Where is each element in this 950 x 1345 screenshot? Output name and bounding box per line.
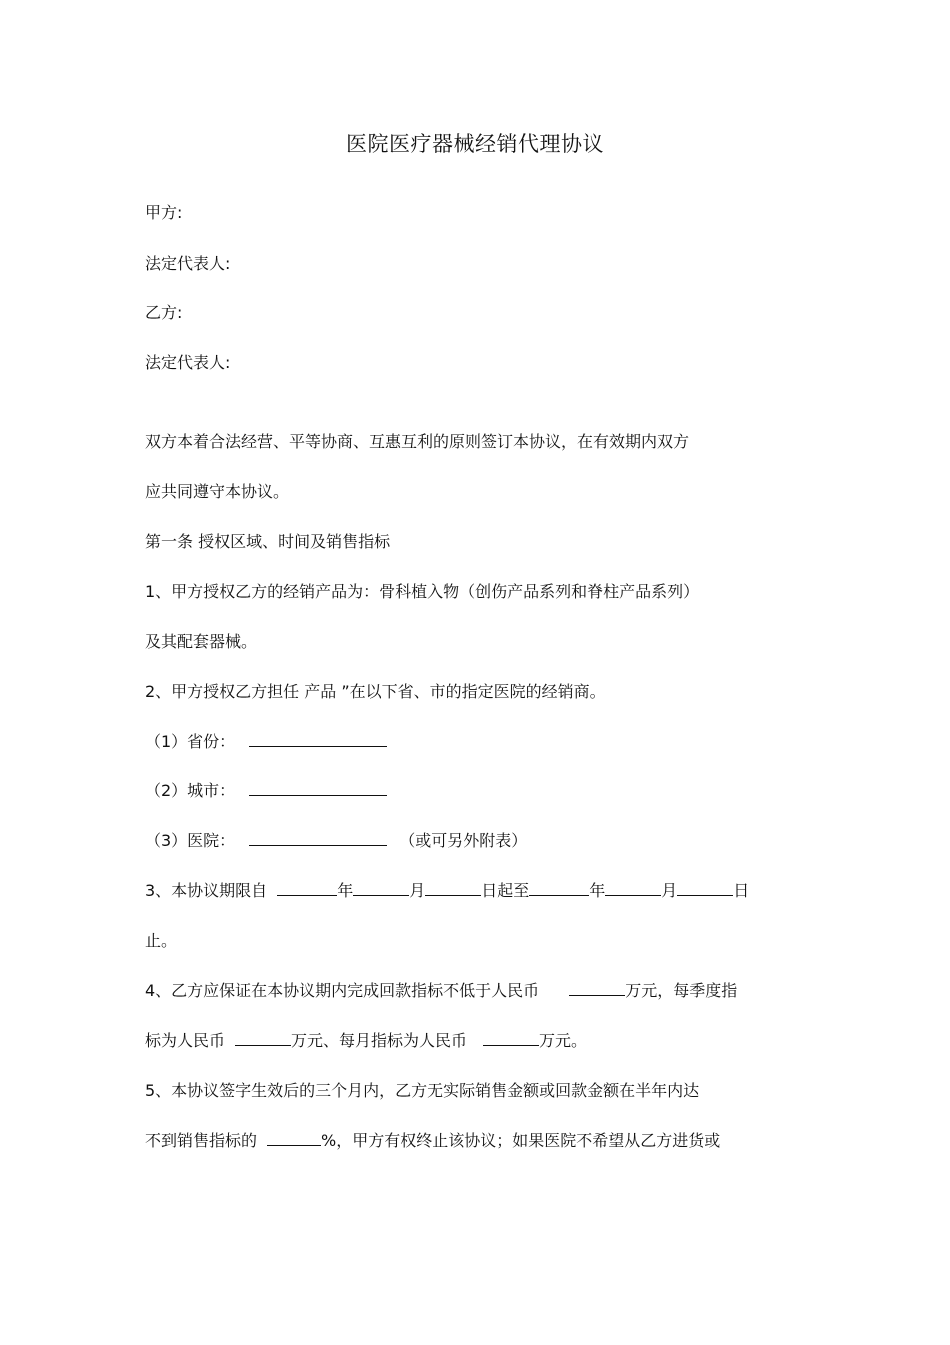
hospital-label: （3）医院： <box>145 831 236 850</box>
document-title: 医院医疗器械经销代理协议 <box>346 132 604 156</box>
party-a-label: 甲方: <box>145 203 183 222</box>
item-4-mid: 万元，每季度指 <box>625 981 738 1000</box>
item-4-line-1 <box>145 980 737 1002</box>
intro-line-1: 双方本着合法经营、平等协商、互惠互利的原则签订本协议，在有效期内双方 <box>145 432 690 451</box>
city-row <box>145 780 387 802</box>
item-4-line-2-prefix: 标为人民币 <box>145 1031 226 1050</box>
city-label: （2）城市： <box>145 781 236 800</box>
item-1-line-2: 及其配套器械。 <box>145 632 258 651</box>
start-day-label: 日起至 <box>481 881 530 900</box>
end-month-label: 月 <box>661 881 678 900</box>
start-year-blank[interactable] <box>277 880 337 896</box>
end-year-blank[interactable] <box>529 880 589 896</box>
monthly-target-blank[interactable] <box>483 1030 539 1046</box>
city-blank[interactable] <box>249 780 387 796</box>
item-5-line-2-suffix: %，甲方有权终止该协议；如果医院不希望从乙方进货或 <box>321 1131 721 1150</box>
end-day-label: 日 <box>733 881 750 900</box>
item-1-line-1: 1、甲方授权乙方的经销产品为：骨科植入物（创伤产品系列和脊柱产品系列） <box>145 582 700 601</box>
start-day-blank[interactable] <box>425 880 481 896</box>
item-4-line-2-mid: 万元、每月指标为人民币 <box>291 1031 468 1050</box>
end-year-label: 年 <box>589 881 606 900</box>
hospital-note: （或可另外附表） <box>399 831 528 850</box>
legal-rep-a-label: 法定代表人: <box>145 254 231 273</box>
item-4-line-2-end: 万元。 <box>539 1031 588 1050</box>
item-4-line-2 <box>145 1030 587 1052</box>
total-target-blank[interactable] <box>569 980 625 996</box>
item-5-line-2-prefix: 不到销售指标的 <box>145 1131 258 1150</box>
item-5-line-2 <box>145 1130 720 1152</box>
hospital-blank[interactable] <box>249 830 387 846</box>
start-month-blank[interactable] <box>353 880 409 896</box>
province-blank[interactable] <box>249 731 387 747</box>
item-3-prefix: 3、本协议期限自 <box>145 881 268 900</box>
party-b-label: 乙方: <box>145 303 183 322</box>
quarterly-target-blank[interactable] <box>235 1030 291 1046</box>
percentage-blank[interactable] <box>267 1130 321 1146</box>
item-2: 2、甲方授权乙方担任 产品 ”在以下省、市的指定医院的经销商。 <box>145 682 606 701</box>
province-label: （1）省份： <box>145 732 236 751</box>
item-3-end: 止。 <box>145 931 178 950</box>
end-day-blank[interactable] <box>677 880 733 896</box>
item-4-prefix: 4、乙方应保证在本协议期内完成回款指标不低于人民币 <box>145 981 540 1000</box>
start-month-label: 月 <box>409 881 426 900</box>
province-row <box>145 731 387 753</box>
hospital-row <box>145 830 527 852</box>
end-month-blank[interactable] <box>605 880 661 896</box>
intro-line-2: 应共同遵守本协议。 <box>145 482 290 501</box>
start-year-label: 年 <box>337 881 354 900</box>
item-5-line-1: 5、本协议签字生效后的三个月内，乙方无实际销售金额或回款金额在半年内达 <box>145 1081 700 1100</box>
item-3-row <box>145 880 749 902</box>
article-1-heading: 第一条 授权区域、时间及销售指标 <box>145 532 391 551</box>
legal-rep-b-label: 法定代表人: <box>145 353 231 372</box>
